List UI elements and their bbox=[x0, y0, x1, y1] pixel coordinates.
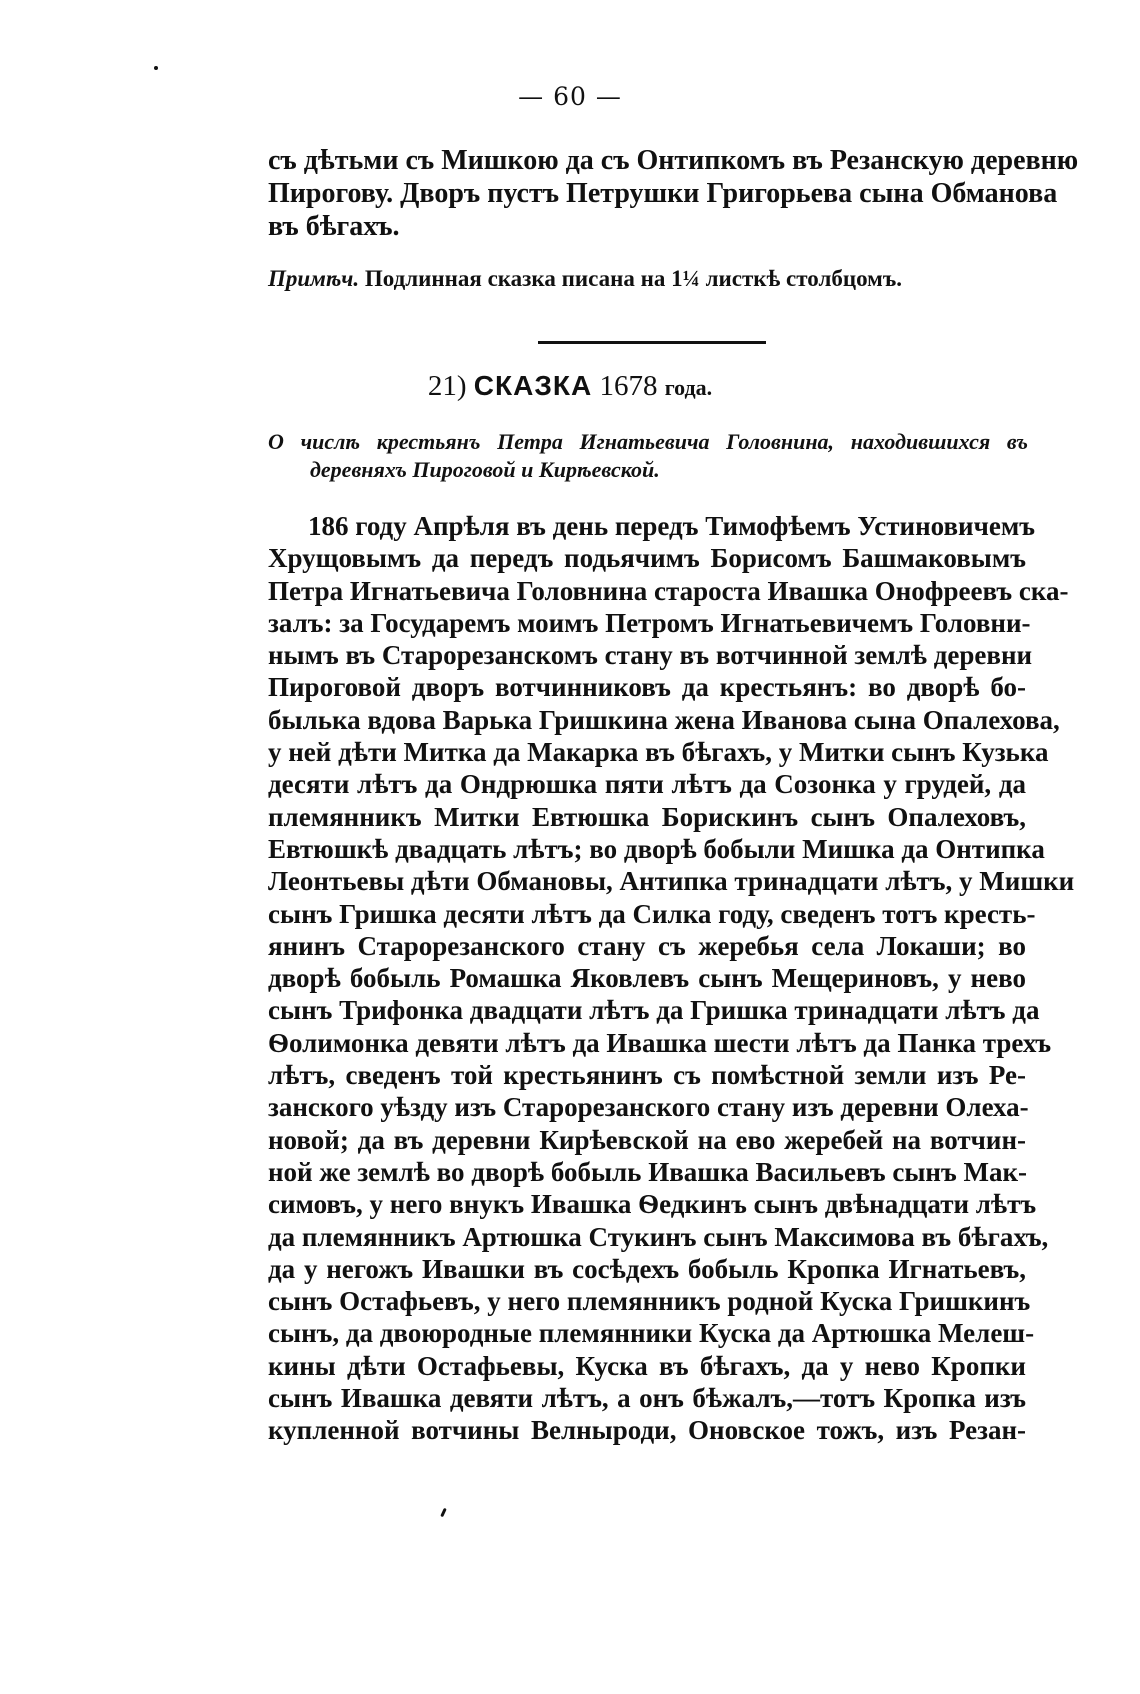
text-line: янинъ Старорезанского стану съ жеребья села Локаши; во bbox=[268, 930, 1026, 961]
text-line: Евтюшкѣ двадцать лѣтъ; во дворѣ бобыли Мишка да Онтипка bbox=[268, 833, 1045, 864]
text-line: занского уѣзду изъ Старорезанского стану изъ деревни Олеха- bbox=[268, 1092, 1029, 1123]
text-line: племянникъ Митки Евтюшка Борискинъ сынъ Опалеховъ, bbox=[268, 801, 1026, 832]
text-line: Хрущовымъ да передъ подьячимъ Борисомъ Башмаковымъ bbox=[268, 543, 1026, 574]
text-line: Петра Игнатьевича Головнина староста Ивашка Онофреевъ ска- bbox=[268, 575, 1069, 606]
text-line: лѣтъ, сведенъ той крестьянинъ съ помѣстной земли изъ Ре- bbox=[268, 1060, 1026, 1091]
text-line: 186 году Апрѣля въ день передъ Тимофѣемъ Устиновичемъ bbox=[308, 511, 1035, 541]
text-line: Пироговой дворъ вотчинниковъ да крестьянъ: во дворѣ бо- bbox=[268, 672, 1026, 703]
text-line: Ѳолимонка девяти лѣтъ да Ивашка шести лѣтъ да Панка трехъ bbox=[268, 1027, 1052, 1058]
page-number: — 60 — bbox=[518, 82, 622, 111]
ink-speck bbox=[440, 1508, 447, 1517]
text-line: да у негожъ Ивашки въ сосѣдехъ бобыль Кропка Игнатьевъ, bbox=[268, 1253, 1026, 1284]
footnote-text: Подлинная сказка писана на 1¼ листкѣ столбцомъ. bbox=[364, 266, 902, 291]
text-line: симовъ, у него внукъ Ивашка Ѳедкинъ сынъ двѣнадцати лѣтъ bbox=[268, 1189, 1037, 1220]
text-line: залъ: за Государемъ моимъ Петромъ Игнатьевичемъ Головни- bbox=[268, 607, 1031, 638]
footnote bbox=[268, 266, 1028, 292]
subtitle-line: О числѣ крестьянъ Петра Игнатьевича Головнина, находившихся въ bbox=[268, 429, 1028, 454]
heading-title: СКАЗКА bbox=[473, 370, 593, 401]
text-line: да племянникъ Артюшка Стукинъ сынъ Максимова въ бѣгахъ, bbox=[268, 1221, 1049, 1252]
section-subtitle bbox=[268, 428, 1028, 484]
text-line: у ней дѣти Митка да Макарка въ бѣгахъ, у Митки сынъ Кузька bbox=[268, 737, 1049, 768]
text-line: въ бѣгахъ. bbox=[268, 211, 400, 242]
section-divider bbox=[538, 341, 766, 344]
text-line: нымъ въ Старорезанскомъ стану въ вотчинной землѣ деревни bbox=[268, 640, 1033, 671]
text-line: съ дѣтьми съ Мишкою да съ Онтипкомъ въ Резанскую деревню bbox=[268, 145, 1079, 176]
text-line: Пирогову. Дворъ пустъ Петрушки Григорьева сына Обманова bbox=[268, 178, 1058, 209]
ink-speck bbox=[154, 66, 158, 70]
text-line: ной же землѣ во дворѣ бобыль Ивашка Васильевъ сынъ Мак- bbox=[268, 1156, 1027, 1187]
text-line: купленной вотчины Велныроди, Оновское тожъ, изъ Резан- bbox=[268, 1415, 1026, 1446]
heading-number: 21) bbox=[427, 370, 467, 402]
previous-entry-text bbox=[268, 144, 1079, 243]
text-line: сынъ, да двоюродные племянники Куска да Артюшка Мелеш- bbox=[268, 1318, 1035, 1349]
text-line: дворѣ бобыль Ромашка Яковлевъ сынъ Мещериновъ, у нево bbox=[268, 963, 1026, 994]
heading-year: 1678 bbox=[599, 370, 658, 402]
section-heading bbox=[0, 370, 1140, 403]
body-text bbox=[268, 510, 1075, 1447]
text-line: сынъ Остафьевъ, у него племянникъ родной Куска Гришкинъ bbox=[268, 1286, 1031, 1317]
text-line: сынъ Ивашка девяти лѣтъ, а онъ бѣжалъ,—тотъ Кропка изъ bbox=[268, 1383, 1026, 1414]
text-line: новой; да въ деревни Кирѣевской на ево жеребей на вотчин- bbox=[268, 1124, 1026, 1155]
text-line: былька вдова Варька Гришкина жена Иванова сына Опалехова, bbox=[268, 704, 1060, 735]
text-line: кины дѣти Остафьевы, Куска въ бѣгахъ, да у нево Кропки bbox=[268, 1350, 1026, 1381]
heading-suffix: года. bbox=[664, 375, 713, 400]
text-line: сынъ Гришка десяти лѣтъ да Силка году, сведенъ тотъ кресть- bbox=[268, 898, 1036, 929]
footnote-label: Примѣч. bbox=[268, 266, 360, 291]
subtitle-line: деревняхъ Пироговой и Кирѣевской. bbox=[310, 457, 660, 482]
text-line: десяти лѣтъ да Ондрюшка пяти лѣтъ да Созонка у грудей, да bbox=[268, 769, 1026, 800]
text-line: Леонтьевы дѣти Обмановы, Антипка тринадцати лѣтъ, у Мишки bbox=[268, 866, 1075, 897]
text-line: сынъ Трифонка двадцати лѣтъ да Гришка тринадцати лѣтъ да bbox=[268, 995, 1040, 1026]
